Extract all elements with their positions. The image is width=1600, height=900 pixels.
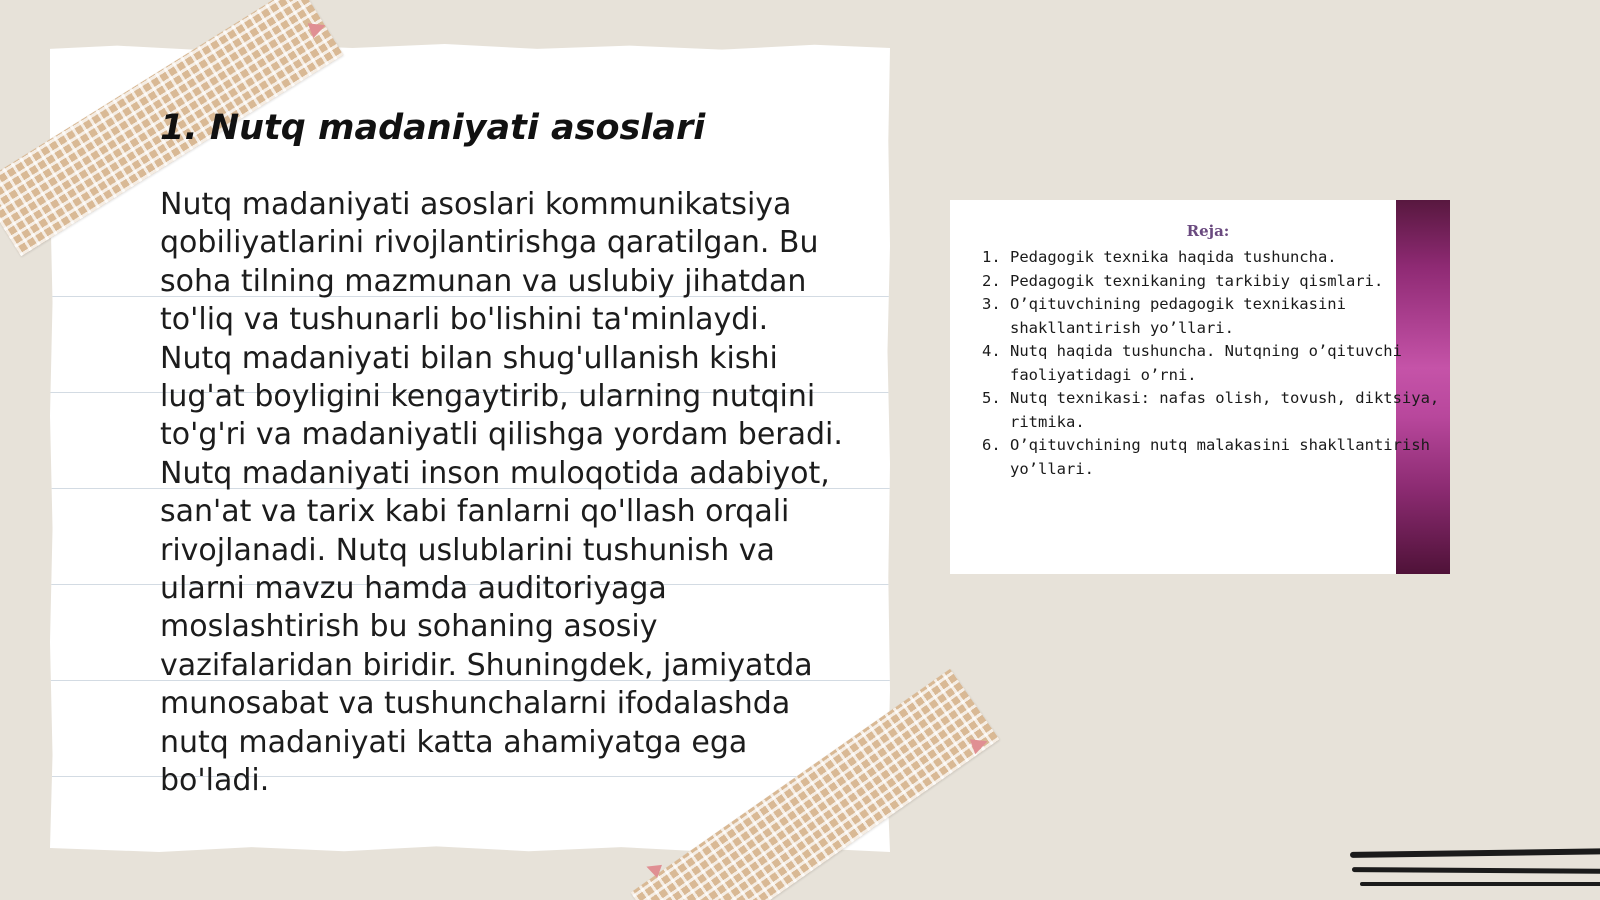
body-line: moslashtirish bu sohaning asosiy: [160, 609, 658, 645]
body-line: Nutq madaniyati inson muloqotida adabiyot,: [160, 455, 830, 491]
body-line: qobiliyatlarini rivojlantirishga qaratilgan. Bu: [160, 225, 819, 261]
reja-item: [982, 387, 1440, 434]
reja-item-number: 5.: [982, 389, 1001, 407]
reja-item: [982, 246, 1428, 270]
reja-image-card: [950, 200, 1450, 574]
body-line: bo'ladi.: [160, 763, 270, 799]
reja-item-text: Pedagogik texnika haqida tushuncha.: [1010, 248, 1337, 266]
body-line: vazifalaridan biridir. Shuningdek, jamiyatda: [160, 647, 813, 683]
body-paragraph: [160, 186, 860, 801]
body-line: nutq madaniyati katta ahamiyatga ega: [160, 724, 748, 760]
body-line: lug'at boyligini kengaytirib, ularning nutqini: [160, 379, 816, 415]
reja-item-number: 2.: [982, 271, 1001, 290]
reja-item-text: Nutq texnikasi: nafas olish, tovush, diktsiya,: [1010, 389, 1440, 407]
reja-item-text: O’qituvchining nutq malakasini shakllantirish: [1010, 436, 1430, 454]
body-line: san'at va tarix kabi fanlarni qo'llash orqali: [160, 494, 790, 530]
reja-item-number: 1.: [982, 248, 1001, 266]
reja-item-number: 6.: [982, 436, 1001, 454]
reja-title: Reja:: [1186, 222, 1230, 240]
reja-item-text: shakllantirish yo’llari.: [1010, 318, 1234, 337]
reja-item-number: 4.: [982, 342, 1001, 360]
reja-item-text: ritmika.: [1010, 412, 1085, 431]
reja-item-text: yo’llari.: [1010, 459, 1094, 478]
reja-item-text: Pedagogik texnikaning tarkibiy qismlari.: [1010, 271, 1384, 290]
reja-item-number: 3.: [982, 295, 1001, 313]
reja-item-text: O’qituvchining pedagogik texnikasini: [1010, 295, 1346, 313]
slide-heading: 1. Nutq madaniyati asoslari: [160, 108, 706, 148]
body-line: soha tilning mazmunan va uslubiy jihatdan: [160, 263, 807, 299]
body-line: to'g'ri va madaniyatli qilishga yordam beradi.: [160, 417, 843, 453]
body-line: ularni mavzu hamda auditoriyaga: [160, 571, 667, 607]
body-line: rivojlanadi. Nutq uslublarini tushunish va: [160, 532, 775, 568]
reja-item-text: faoliyatidagi o’rni.: [1010, 365, 1197, 384]
body-line: Nutq madaniyati bilan shug'ullanish kishi: [160, 340, 778, 376]
reja-item-text: Nutq haqida tushuncha. Nutqning o’qituvchi: [1010, 342, 1402, 360]
reja-item: [982, 340, 1428, 387]
body-line: Nutq madaniyati asoslari kommunikatsiya: [160, 187, 792, 222]
brush-stroke-decoration: [1350, 848, 1600, 858]
brush-stroke-decoration: [1352, 867, 1600, 874]
brush-stroke-decoration: [1360, 882, 1600, 886]
reja-item: [982, 270, 1428, 294]
reja-item: [982, 434, 1428, 481]
reja-item: [982, 293, 1428, 340]
reja-list: [982, 246, 1440, 481]
body-line: munosabat va tushunchalarni ifodalashda: [160, 686, 791, 722]
body-line: to'liq va tushunarli bo'lishini ta'minlaydi.: [160, 302, 769, 338]
